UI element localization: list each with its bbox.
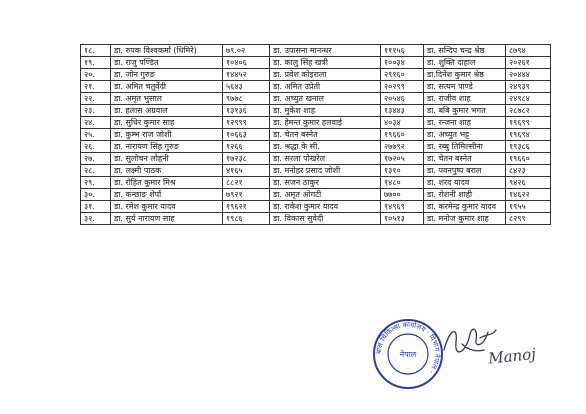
score-2: १००३४: [381, 57, 424, 69]
doctor-name-1: डा. जोन गुरुङ: [111, 69, 223, 81]
score-2: २०५४६: [381, 93, 424, 105]
doctor-name-3: डा. बबि कुमार भगत: [424, 105, 506, 117]
score-3: ९४२६: [506, 177, 551, 189]
serial-number: २५.: [81, 129, 111, 141]
serial-number: २३.: [81, 105, 111, 117]
score-2: २०२९९: [381, 81, 424, 93]
score-1: १४४५२: [223, 69, 270, 81]
score-3: ८७९४: [506, 45, 551, 57]
score-1: १२९९९: [223, 117, 270, 129]
doctor-name-3: डा. शरद यादव: [424, 177, 506, 189]
signature-2: [486, 337, 542, 371]
doctor-name-3: डा.दिनेश कुमार श्रेष्ठ: [424, 69, 506, 81]
score-1: १०४०६: [223, 57, 270, 69]
doctor-name-1: डा. कन्छाङ शेर्पा: [111, 189, 223, 201]
serial-number: १८.: [81, 45, 111, 57]
table-row: [81, 141, 551, 153]
results-table-body: [81, 45, 551, 225]
score-1: १७२३८: [223, 153, 270, 165]
doctor-name-3: डा. राजीव शाह: [424, 93, 506, 105]
serial-number: ३२.: [81, 213, 111, 225]
doctor-name-2: डा. अमित उप्रेती: [270, 81, 381, 93]
score-3: ८४२३: [506, 165, 551, 177]
score-3: ८२९९: [506, 213, 551, 225]
score-1: ७९.०२: [223, 45, 270, 57]
doctor-name-3: डा. सत्यम पाण्डे: [424, 81, 506, 93]
seal-center-text: नेपाल: [399, 350, 417, 359]
table-row: [81, 69, 551, 81]
doctor-name-3: डा. सन्दिप चन्द्र श्रेष्ठ: [424, 45, 506, 57]
table-row: [81, 105, 551, 117]
results-table: [80, 44, 551, 225]
score-1: ८८२१: [223, 177, 270, 189]
doctor-name-3: डा. रन्जना शाह: [424, 117, 506, 129]
doctor-name-1: डा. कुम्भ राज जोशी: [111, 129, 223, 141]
doctor-name-2: डा. सरला पोखरेल: [270, 153, 381, 165]
score-2: २९१६०: [381, 69, 424, 81]
score-3: २४९३९: [506, 81, 551, 93]
doctor-name-1: डा. अमित चतुर्वेदी: [111, 81, 223, 93]
doctor-name-1: डा. हलास अग्रवाल: [111, 105, 223, 117]
score-3: १९६९४: [506, 129, 551, 141]
doctor-name-2: डा. अमृत ओगटी: [270, 189, 381, 201]
score-3: २४९८४: [506, 93, 551, 105]
official-seal: [372, 318, 444, 390]
score-2: १११५६: [381, 45, 424, 57]
doctor-name-2: डा. मनोहर प्रसाद जोशी: [270, 165, 381, 177]
table-row: [81, 57, 551, 69]
doctor-name-1: डा. अमृत भुसाल: [111, 93, 223, 105]
score-2: ७७००: [381, 189, 424, 201]
score-3: १४६२२: [506, 189, 551, 201]
score-2: १७२०५: [381, 153, 424, 165]
doctor-name-1: डा. सुर्य नारायण साह: [111, 213, 223, 225]
doctor-name-1: डा. नारायण सिंह गुरुङ: [111, 141, 223, 153]
doctor-name-3: डा. पवनपुष्प बराल: [424, 165, 506, 177]
table-row: [81, 153, 551, 165]
serial-number: २१.: [81, 81, 111, 93]
score-3: १९६६०: [506, 153, 551, 165]
table-row: [81, 129, 551, 141]
doctor-name-1: डा. राजु पण्डित: [111, 57, 223, 69]
doctor-name-1: डा. रमेश कुमार यादव: [111, 201, 223, 213]
doctor-name-2: डा. कालु सिंह खत्री: [270, 57, 381, 69]
doctor-name-2: डा. विकास सुवेदी: [270, 213, 381, 225]
serial-number: २४.: [81, 117, 111, 129]
score-1: १३१३६: [223, 105, 270, 117]
score-2: १३१०: [381, 165, 424, 177]
score-1: ७९२१: [223, 189, 270, 201]
table-row: [81, 189, 551, 201]
doctor-name-1: डा. रोहित कुमार मिश्र: [111, 177, 223, 189]
score-2: १९६६०: [381, 129, 424, 141]
serial-number: २६.: [81, 141, 111, 153]
signature-2-text: Manoj: [487, 344, 537, 368]
score-2: २७७९२: [381, 141, 424, 153]
table-row: [81, 165, 551, 177]
doctor-name-3: डा. अच्युत भट्ट: [424, 129, 506, 141]
score-1: ९७७८: [223, 93, 270, 105]
score-2: १४८०: [381, 177, 424, 189]
table-row: [81, 81, 551, 93]
doctor-name-2: डा. अच्युत खनाल: [270, 93, 381, 105]
score-3: २०४४४: [506, 69, 551, 81]
table-row: [81, 117, 551, 129]
serial-number: ३१.: [81, 201, 111, 213]
score-3: १९६९९: [506, 117, 551, 129]
doctor-name-3: डा. रब्बु तिमिल्सीना: [424, 141, 506, 153]
serial-number: २०.: [81, 69, 111, 81]
doctor-name-3: डा. मनोज कुमार शाह: [424, 213, 506, 225]
serial-number: २९.: [81, 177, 111, 189]
serial-number: २८.: [81, 165, 111, 177]
doctor-name-3: डा. चेतन बस्नेत: [424, 153, 506, 165]
serial-number: २७.: [81, 153, 111, 165]
doctor-name-2: डा. हेमन्त कुमार हलवाई: [270, 117, 381, 129]
doctor-name-1: डा. सुधिर कुमार साह: [111, 117, 223, 129]
score-2: १०५१३: [381, 213, 424, 225]
serial-number: २२.: [81, 93, 111, 105]
score-1: ५६४३: [223, 81, 270, 93]
doctor-name-3: डा. करमेन्द्र कुमार यादव: [424, 201, 506, 213]
doctor-name-2: डा. सजन ठाकुर: [270, 177, 381, 189]
score-3: १९५५: [506, 201, 551, 213]
score-3: २८७८२: [506, 105, 551, 117]
table-row: [81, 201, 551, 213]
score-2: १४९६९: [381, 201, 424, 213]
score-3: १९३८६: [506, 141, 551, 153]
doctor-name-1: डा. रुपक विश्वकर्मा (धिमिरे): [111, 45, 223, 57]
score-1: १२६६: [223, 141, 270, 153]
table-row: [81, 177, 551, 189]
score-1: १९८६: [223, 213, 270, 225]
score-1: ४१६५: [223, 165, 270, 177]
doctor-name-2: डा. मुकेश शाह: [270, 105, 381, 117]
doctor-name-1: डा. लक्ष्मी पाठक: [111, 165, 223, 177]
score-2: ४०३४: [381, 117, 424, 129]
score-1: १०६६३: [223, 129, 270, 141]
table-row: [81, 213, 551, 225]
doctor-name-2: डा. उपासना मानन्धर: [270, 45, 381, 57]
doctor-name-3: डा. शुक्ति दाहाल: [424, 57, 506, 69]
seal-ring-text: बाल चिकित्सा कार्यालय · विभाग नेपाल ·: [374, 320, 442, 375]
score-2: १३४४३: [381, 105, 424, 117]
doctor-name-2: डा. श्रद्धा के सी.: [270, 141, 381, 153]
table-row: [81, 93, 551, 105]
table-row: [81, 45, 551, 57]
serial-number: १९.: [81, 57, 111, 69]
doctor-name-2: डा. चेतन बस्नेत: [270, 129, 381, 141]
score-1: १९६२१: [223, 201, 270, 213]
doctor-name-3: डा. रोशनी शाही: [424, 189, 506, 201]
score-3: २०२६१: [506, 57, 551, 69]
serial-number: ३०.: [81, 189, 111, 201]
doctor-name-1: डा. सुलोचन लोहनी: [111, 153, 223, 165]
doctor-name-2: डा. प्रवेश कोइराला: [270, 69, 381, 81]
doctor-name-2: डा. राकेश कुमार यादव: [270, 201, 381, 213]
